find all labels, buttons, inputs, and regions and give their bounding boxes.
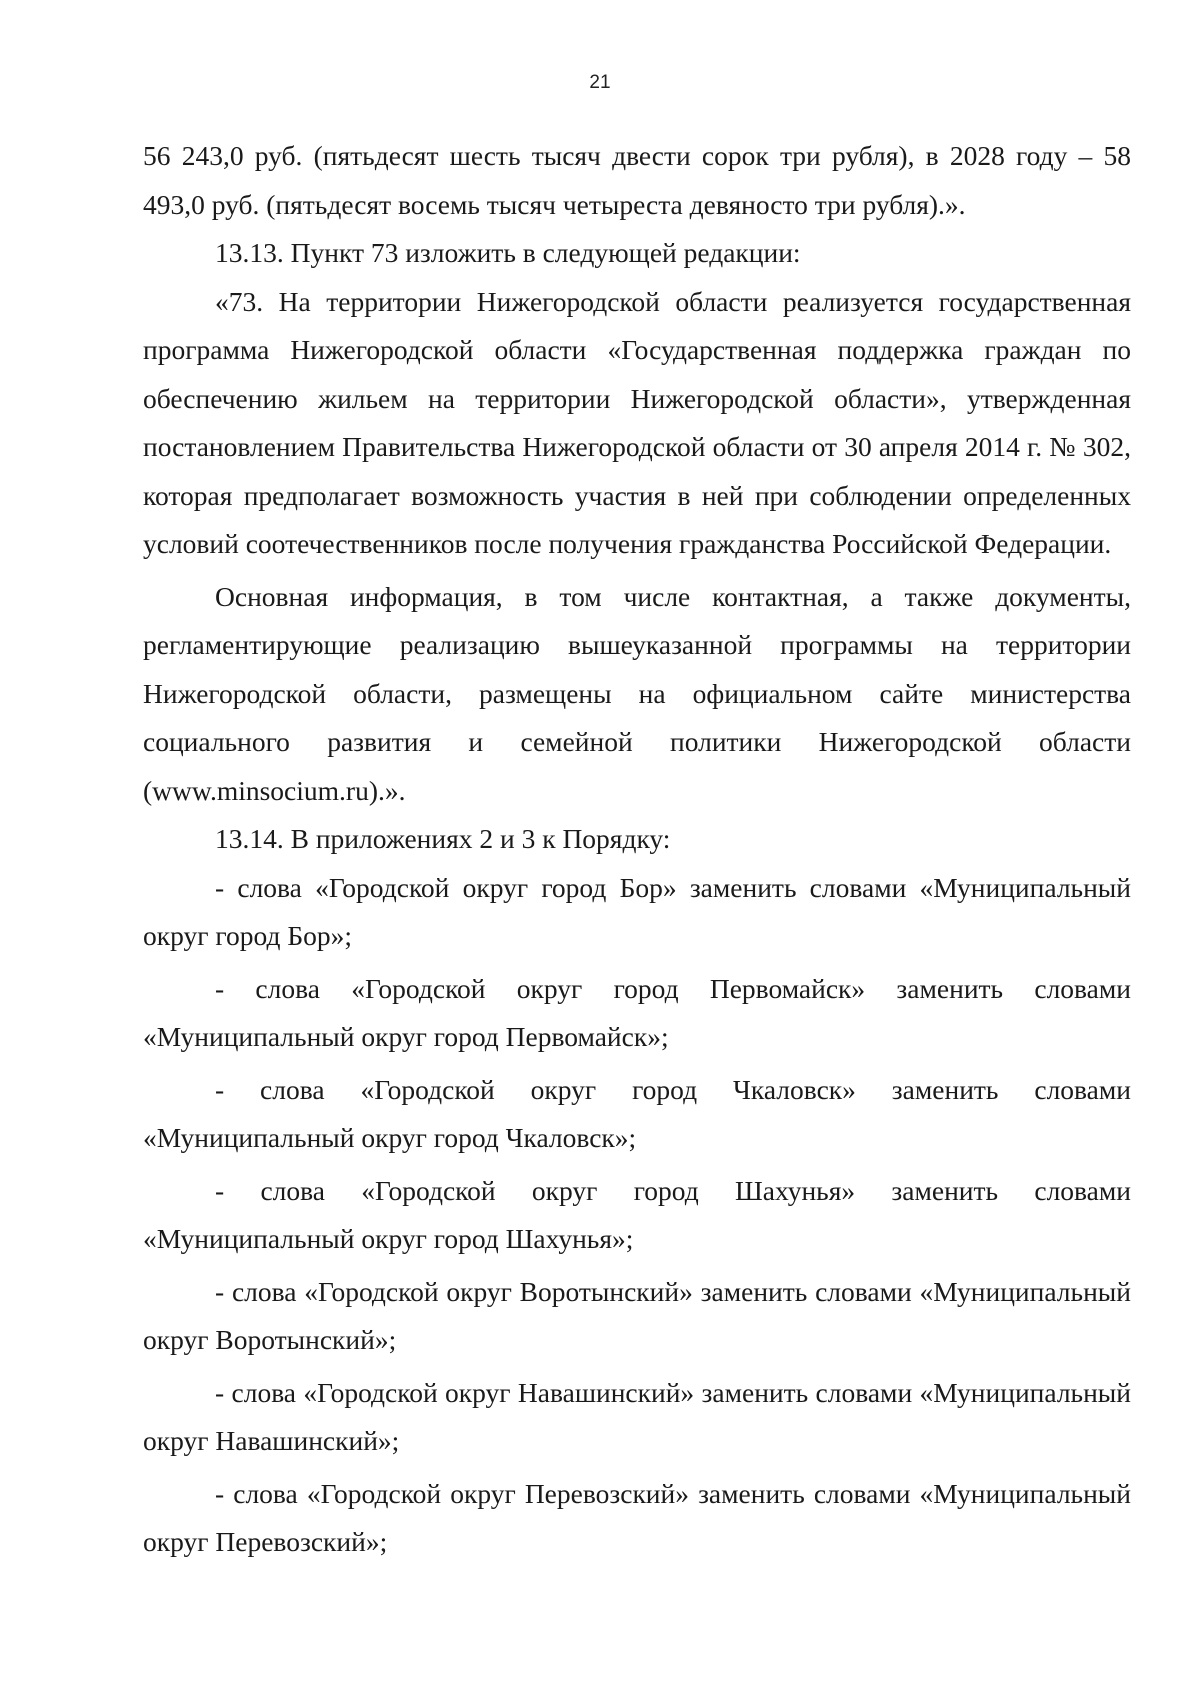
page-number: 21 [589, 72, 611, 93]
list-item-chkalovsk: - слова «Городской округ город Чкаловск» заменить словами «Муниципальный округ город Чкаловск»; [143, 1073, 1131, 1153]
paragraph-continuation: 56 243,0 руб. (пятьдесят шесть тысяч двести сорок три рубля), в 2028 году – 58 493,0 руб. (пятьдесят восемь тысяч четыреста девяносто три рубля).». [143, 140, 1131, 220]
paragraph-item-13-14: 13.14. В приложениях 2 и 3 к Порядку: [215, 823, 671, 854]
list-item-perevozsky: - слова «Городской округ Перевозский» заменить словами «Муниципальный округ Перевозский»; [143, 1477, 1131, 1557]
list-item-navashinsky: - слова «Городской округ Навашинский» заменить словами «Муниципальный округ Навашинский»; [143, 1376, 1131, 1456]
list-item-vorotynsky: - слова «Городской округ Воротынский» заменить словами «Муниципальный округ Воротынский»; [143, 1275, 1131, 1355]
document-body [143, 132, 1131, 1567]
paragraph-main-info: Основная информация, в том числе контактная, а также документы, регламентирующие реализацию вышеуказанной программы на территории Нижегородской области, размещены на официальном сайте министерства социального развития и семейной политики Нижегородской области (www.minsocium.ru).». [143, 580, 1131, 806]
paragraph-point-73: «73. На территории Нижегородской области реализуется государственная программа Нижегородской области «Государственная поддержка граждан по обеспечению жильем на территории Нижегородской области», утвержденная постановлением Правительства Нижегородской области от 30 апреля 2014 г. № 302, которая предполагает возможность участия в ней при соблюдении определенных условий соотечественников после получения гражданства Российской Федерации. [143, 285, 1131, 559]
paragraph-item-13-13: 13.13. Пункт 73 изложить в следующей редакции: [215, 237, 801, 268]
list-item-bor: - слова «Городской округ город Бор» заменить словами «Муниципальный округ город Бор»; [143, 871, 1131, 951]
list-item-pervomaysk: - слова «Городской округ город Первомайск» заменить словами «Муниципальный округ город Первомайск»; [143, 972, 1131, 1052]
list-item-shakhunya: - слова «Городской округ город Шахунья» заменить словами «Муниципальный округ город Шахунья»; [143, 1174, 1131, 1254]
